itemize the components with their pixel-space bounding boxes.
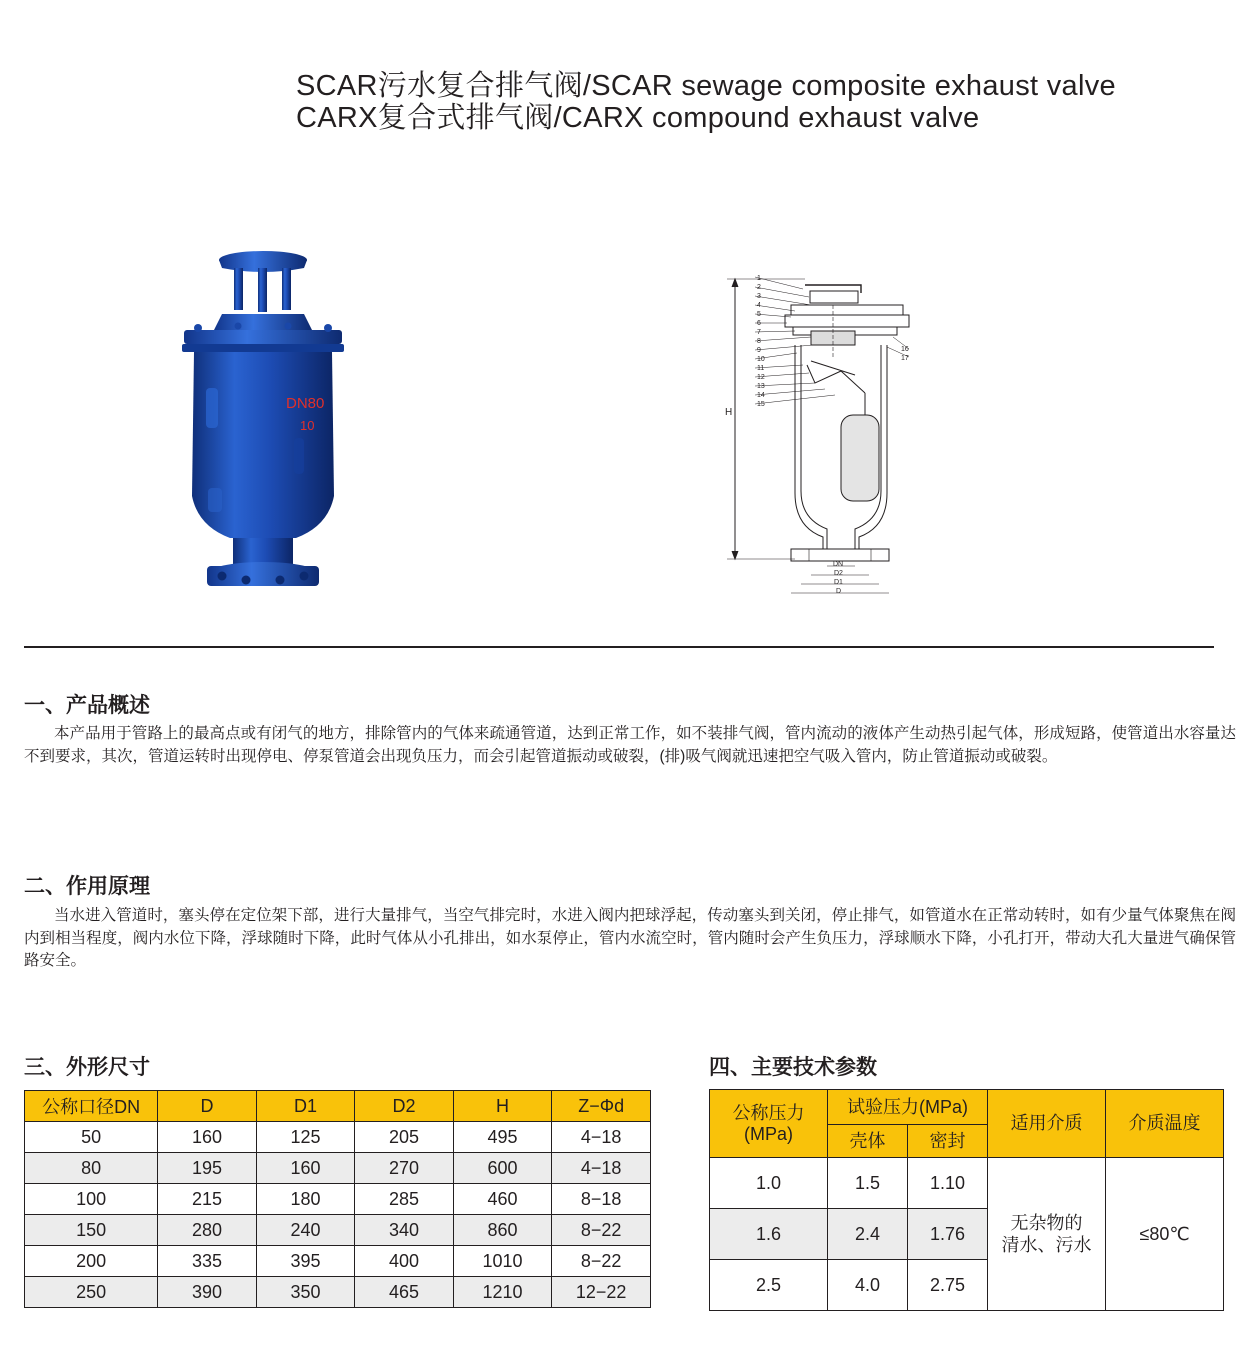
dimensions-heading: 三、外形尺寸 bbox=[24, 1056, 150, 1079]
col-header-shell: 壳体 bbox=[828, 1125, 908, 1158]
table-cell: 335 bbox=[158, 1246, 257, 1277]
table-cell: 180 bbox=[256, 1184, 355, 1215]
dim-d1-label: D1 bbox=[834, 579, 843, 586]
col-header-z: Z−Φd bbox=[552, 1091, 651, 1122]
table-cell: 1.0 bbox=[710, 1158, 828, 1209]
col-header-d2: D2 bbox=[355, 1091, 454, 1122]
table-row bbox=[25, 1184, 651, 1215]
table-cell: 4−18 bbox=[552, 1153, 651, 1184]
table-cell: 4.0 bbox=[828, 1260, 908, 1311]
table-cell: 600 bbox=[453, 1153, 552, 1184]
col-header-d1: D1 bbox=[256, 1091, 355, 1122]
part-num-1: 1 bbox=[757, 275, 761, 282]
table-cell: 8−22 bbox=[552, 1246, 651, 1277]
table-cell: 200 bbox=[25, 1246, 158, 1277]
part-num-9: 9 bbox=[757, 347, 761, 354]
part-num-3: 3 bbox=[757, 293, 761, 300]
photo-pn-mark: 10 bbox=[300, 418, 315, 433]
table-cell: 12−22 bbox=[552, 1277, 651, 1308]
col-header-dn: 公称口径DN bbox=[25, 1091, 158, 1122]
table-cell: 285 bbox=[355, 1184, 454, 1215]
table-cell: 125 bbox=[256, 1122, 355, 1153]
table-cell: 1.5 bbox=[828, 1158, 908, 1209]
table-cell: 1.6 bbox=[710, 1209, 828, 1260]
table-cell: 2.5 bbox=[710, 1260, 828, 1311]
dimensions-table bbox=[24, 1090, 651, 1308]
table-cell: 8−22 bbox=[552, 1215, 651, 1246]
col-header-seal: 密封 bbox=[908, 1125, 988, 1158]
part-num-12: 12 bbox=[757, 374, 765, 381]
principle-text: 当水进入管道时，塞头停在定位架下部，进行大量排气，当空气排完时，水进入阀内把球浮起，传动塞头到关闭，停止排气，如管道水在正常动转时，如有少量气体聚焦在阀内到相当程度，阀内水位下降，浮球随时下降，此时气体从小孔排出，如水泵停止，管内水流空时，管内随时会产生负压力，浮球顺水下降，小孔打开，带动大孔大量进气确保管路安全。 bbox=[24, 907, 1236, 969]
table-cell: 80 bbox=[25, 1153, 158, 1184]
table-cell: 2.75 bbox=[908, 1260, 988, 1311]
valve-photo bbox=[178, 248, 348, 598]
part-num-2: 2 bbox=[757, 284, 761, 291]
table-cell: 270 bbox=[355, 1153, 454, 1184]
table-row bbox=[25, 1246, 651, 1277]
table-row bbox=[25, 1215, 651, 1246]
table-cell: 395 bbox=[256, 1246, 355, 1277]
dimensions-header-row bbox=[25, 1091, 651, 1122]
medium-line-2: 清水、污水 bbox=[1001, 1235, 1092, 1255]
table-cell: 860 bbox=[453, 1215, 552, 1246]
page-title bbox=[296, 70, 1116, 134]
table-cell: 150 bbox=[25, 1215, 158, 1246]
col-header-test-pressure: 试验压力(MPa) bbox=[828, 1090, 988, 1125]
part-num-11: 11 bbox=[757, 365, 765, 372]
part-num-4: 4 bbox=[757, 302, 761, 309]
table-row bbox=[710, 1158, 1224, 1209]
part-num-16: 16 bbox=[901, 346, 909, 353]
specs-table bbox=[709, 1089, 1224, 1311]
col-header-medium: 适用介质 bbox=[988, 1090, 1106, 1158]
title-line-1: SCAR污水复合排气阀/SCAR sewage composite exhaust valve bbox=[296, 70, 1116, 102]
part-num-15: 15 bbox=[757, 401, 765, 408]
table-cell: 340 bbox=[355, 1215, 454, 1246]
table-cell: 1210 bbox=[453, 1277, 552, 1308]
overview-heading: 一、产品概述 bbox=[24, 694, 150, 717]
table-cell: 350 bbox=[256, 1277, 355, 1308]
table-row bbox=[25, 1153, 651, 1184]
nominal-pressure-unit: (MPa) bbox=[744, 1123, 793, 1144]
table-cell: 195 bbox=[158, 1153, 257, 1184]
part-num-14: 14 bbox=[757, 392, 765, 399]
col-header-d: D bbox=[158, 1091, 257, 1122]
section-divider bbox=[24, 646, 1214, 648]
specs-heading: 四、主要技术参数 bbox=[709, 1056, 877, 1079]
temperature-cell: ≤80℃ bbox=[1106, 1158, 1224, 1311]
table-cell: 205 bbox=[355, 1122, 454, 1153]
col-header-nominal-pressure bbox=[710, 1090, 828, 1158]
table-cell: 8−18 bbox=[552, 1184, 651, 1215]
table-cell: 2.4 bbox=[828, 1209, 908, 1260]
part-num-6: 6 bbox=[757, 320, 761, 327]
table-cell: 240 bbox=[256, 1215, 355, 1246]
part-num-5: 5 bbox=[757, 311, 761, 318]
table-cell: 465 bbox=[355, 1277, 454, 1308]
part-num-10: 10 bbox=[757, 356, 765, 363]
valve-drawing bbox=[715, 265, 925, 605]
table-cell: 250 bbox=[25, 1277, 158, 1308]
part-num-13: 13 bbox=[757, 383, 765, 390]
col-header-temperature: 介质温度 bbox=[1106, 1090, 1224, 1158]
photo-dn-mark: DN80 bbox=[286, 395, 325, 412]
dim-d-label: D bbox=[836, 588, 842, 595]
medium-cell bbox=[988, 1158, 1106, 1311]
table-cell: 400 bbox=[355, 1246, 454, 1277]
table-cell: 4−18 bbox=[552, 1122, 651, 1153]
dim-dn-label: DN bbox=[833, 561, 844, 568]
table-cell: 1.10 bbox=[908, 1158, 988, 1209]
table-cell: 160 bbox=[158, 1122, 257, 1153]
col-header-h: H bbox=[453, 1091, 552, 1122]
part-num-7: 7 bbox=[757, 329, 761, 336]
table-row bbox=[25, 1277, 651, 1308]
principle-heading: 二、作用原理 bbox=[24, 875, 150, 898]
table-cell: 50 bbox=[25, 1122, 158, 1153]
table-cell: 460 bbox=[453, 1184, 552, 1215]
table-cell: 280 bbox=[158, 1215, 257, 1246]
table-row bbox=[25, 1122, 651, 1153]
dim-d2-label: D2 bbox=[834, 570, 843, 577]
specs-header-row bbox=[710, 1090, 1224, 1125]
medium-line-1: 无杂物的 bbox=[1010, 1213, 1083, 1233]
table-cell: 390 bbox=[158, 1277, 257, 1308]
title-line-2: CARX复合式排气阀/CARX compound exhaust valve bbox=[296, 102, 980, 134]
part-num-17: 17 bbox=[901, 355, 909, 362]
dim-h-label: H bbox=[725, 407, 733, 418]
table-cell: 215 bbox=[158, 1184, 257, 1215]
table-cell: 1010 bbox=[453, 1246, 552, 1277]
table-cell: 1.76 bbox=[908, 1209, 988, 1260]
overview-text: 本产品用于管路上的最高点或有闭气的地方，排除管内的气体来疏通管道，达到正常工作，如不装排气阀，管内流动的液体产生动热引起气体，形成短路，使管道出水容量达不到要求，其次，管道运转时出现停电、停泵管道会出现负压力，而会引起管道振动或破裂，(排)吸气阀就迅速把空气吸入管内，防止管道振动或破裂。 bbox=[24, 725, 1236, 765]
table-cell: 495 bbox=[453, 1122, 552, 1153]
table-cell: 100 bbox=[25, 1184, 158, 1215]
nominal-pressure-label: 公称压力 bbox=[732, 1102, 805, 1123]
part-num-8: 8 bbox=[757, 338, 761, 345]
table-cell: 160 bbox=[256, 1153, 355, 1184]
